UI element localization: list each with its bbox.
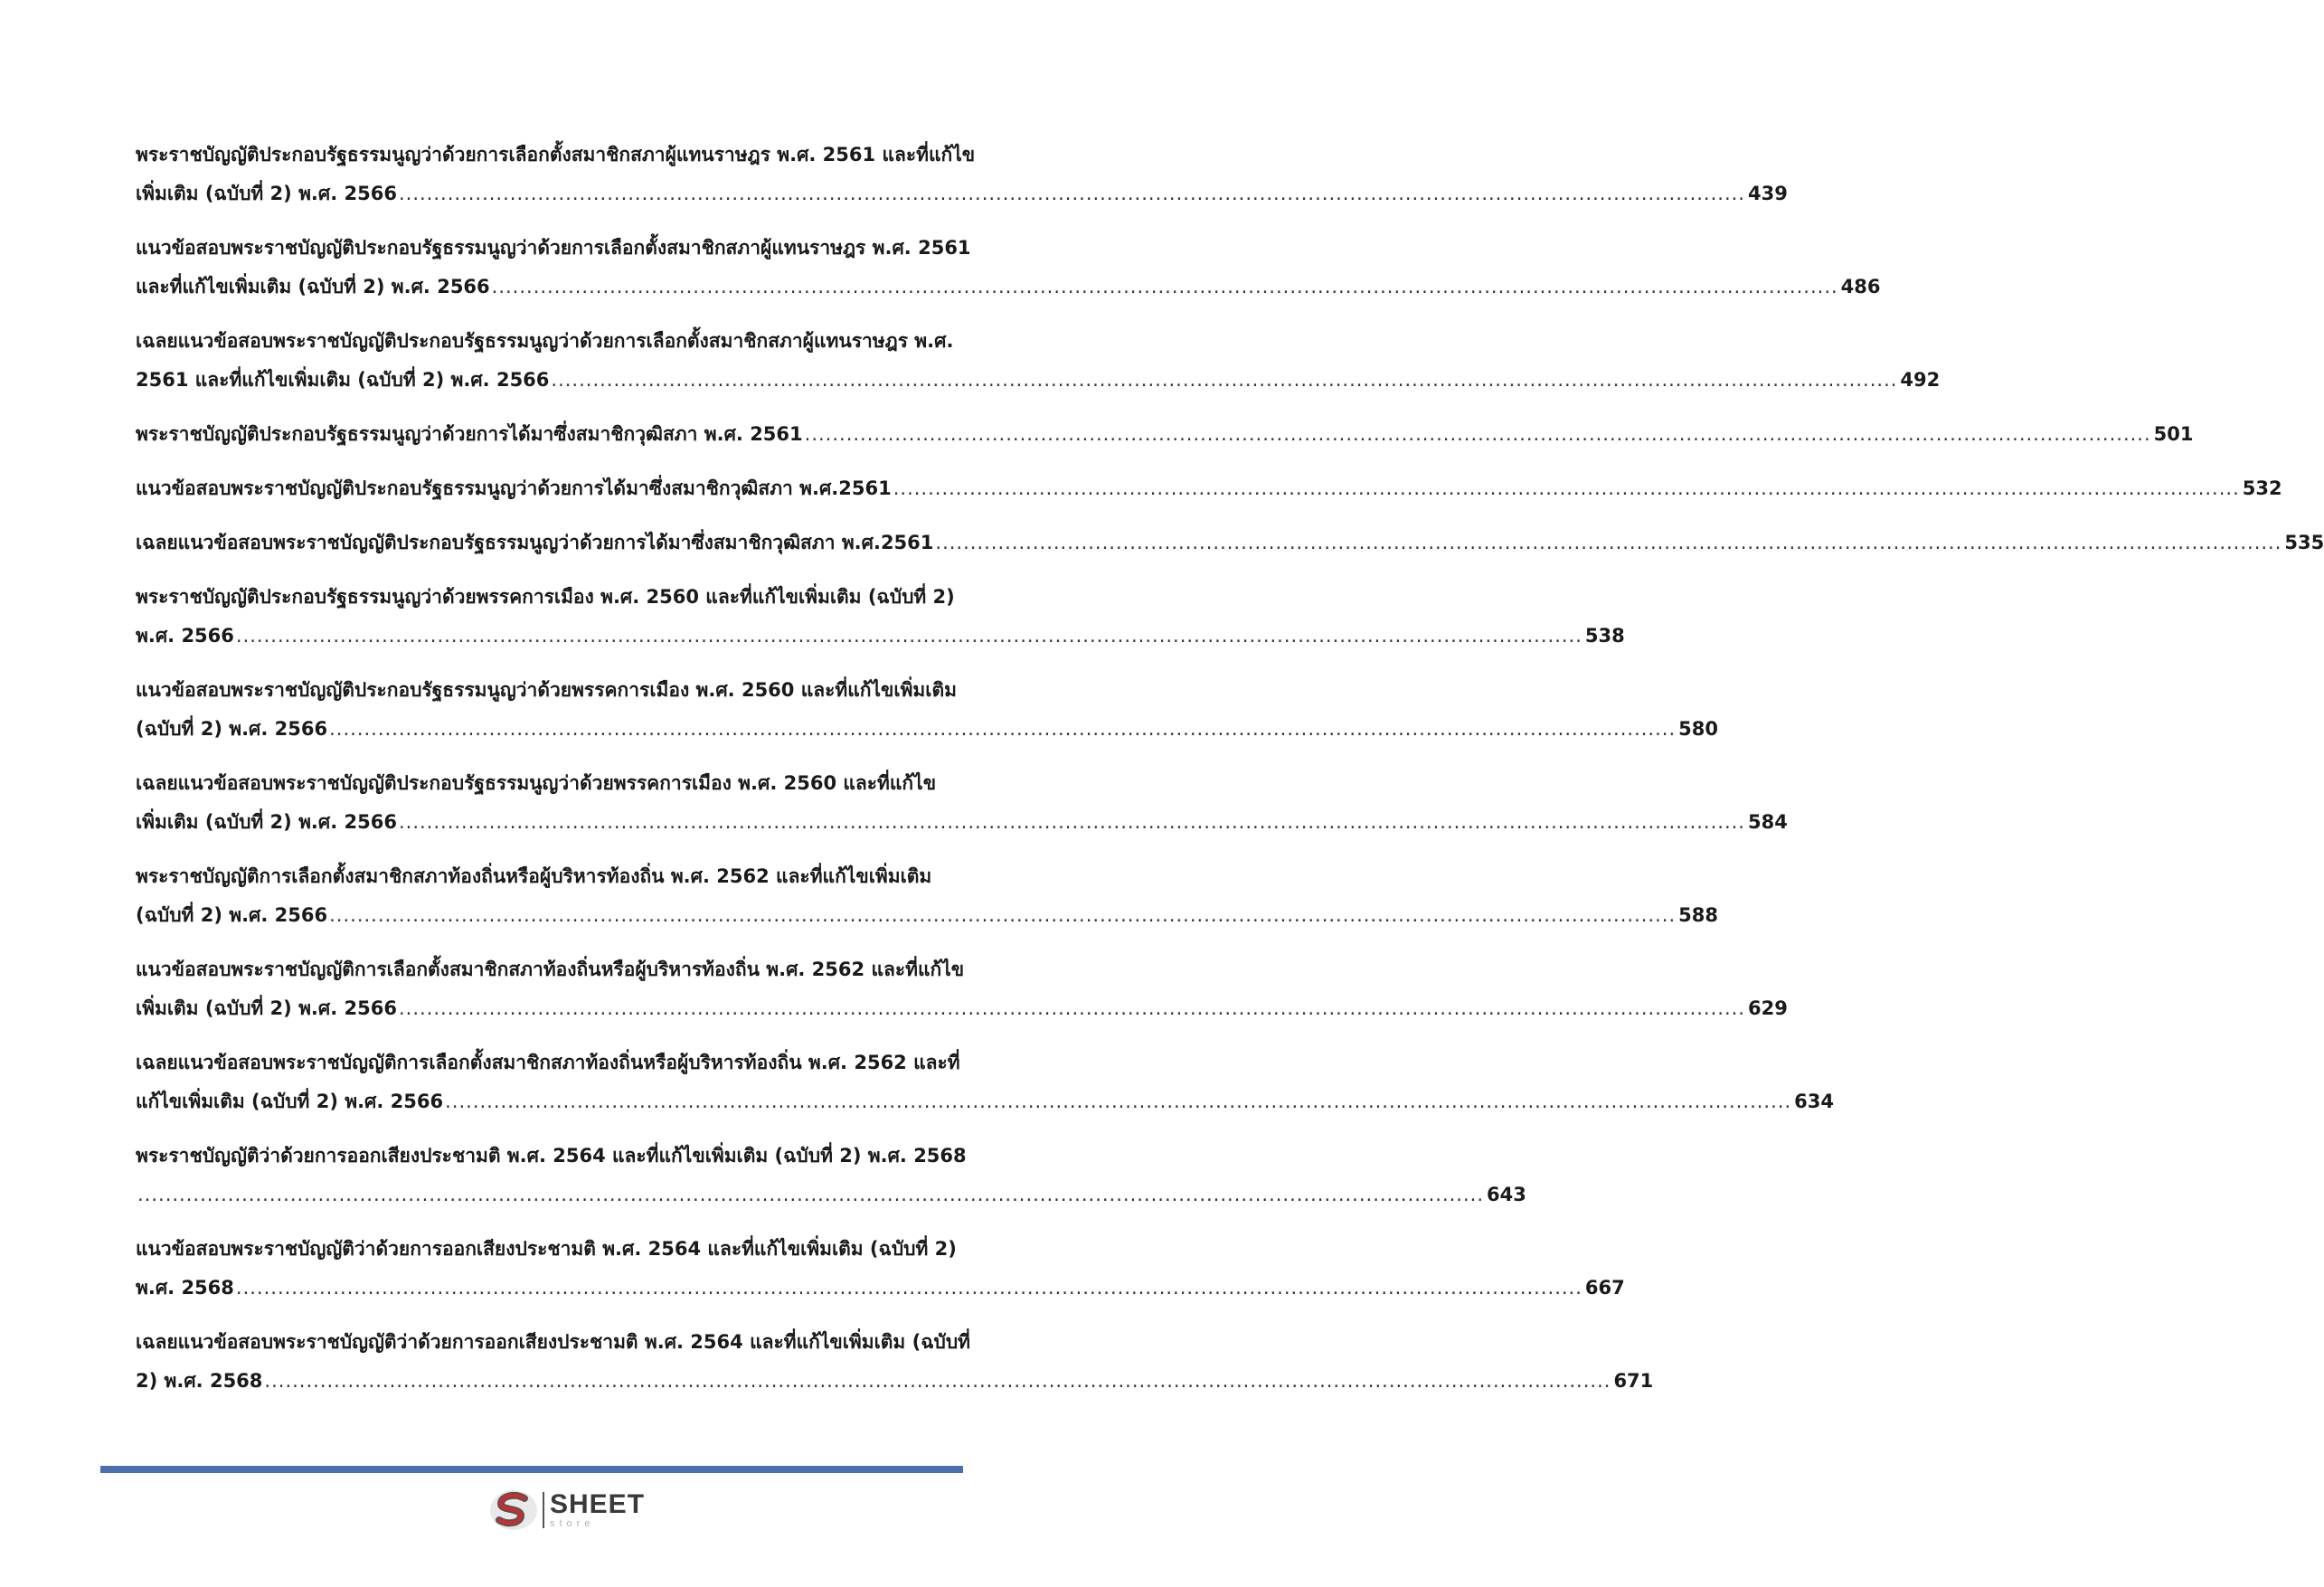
toc-entry[interactable]: [136, 229, 1881, 307]
toc-entry[interactable]: [136, 671, 1718, 749]
dot-leader: ..................................................................................................................................................................................................: [804, 423, 2151, 445]
sheet-store-logo: [488, 1488, 645, 1533]
toc-entry-title: แนวข้อสอบพระราชบัญญัติประกอบรัฐธรรมนูญว่าด้วยการได้มาซึ่งสมาชิกวุฒิสภา พ.ศ.2561: [136, 477, 892, 499]
toc-entry-title: เฉลยแนวข้อสอบพระราชบัญญัติประกอบรัฐธรรมนูญว่าด้วยการเลือกตั้งสมาชิกสภาผู้แทนราษฎร พ.ศ.: [136, 330, 954, 352]
logo-subtitle: store: [550, 1518, 595, 1529]
toc-entry-title: พระราชบัญญัติการเลือกตั้งสมาชิกสภาท้องถิ่นหรือผู้บริหารท้องถิ่น พ.ศ. 2562 และที่แก้ไขเพิ่มเติม: [136, 865, 932, 887]
toc-entry-title-continued: เพิ่มเติม (ฉบับที่ 2) พ.ศ. 2566: [136, 997, 397, 1019]
toc-page-number: 532: [2242, 477, 2282, 499]
toc-entry-title: แนวข้อสอบพระราชบัญญัติการเลือกตั้งสมาชิกสภาท้องถิ่นหรือผู้บริหารท้องถิ่น พ.ศ. 2562 และที่แก้ไข: [136, 959, 965, 980]
toc-entry-title-continued: พ.ศ. 2568: [136, 1277, 234, 1299]
dot-leader: ..................................................................................................................................................................................................: [264, 1370, 1611, 1392]
toc-entry-title: แนวข้อสอบพระราชบัญญัติประกอบรัฐธรรมนูญว่าด้วยพรรคการเมือง พ.ศ. 2560 และที่แก้ไขเพิ่มเติม: [136, 679, 957, 701]
logo-name: SHEET: [550, 1489, 646, 1519]
dot-leader: ..................................................................................................................................................................................................: [893, 477, 2240, 499]
toc-entry[interactable]: [136, 1323, 1654, 1401]
sheet-store-s-logo-icon: [488, 1488, 539, 1533]
toc-entry-title-continued: (ฉบับที่ 2) พ.ศ. 2566: [136, 718, 328, 740]
toc-entry-title: เฉลยแนวข้อสอบพระราชบัญญัติการเลือกตั้งสมาชิกสภาท้องถิ่นหรือผู้บริหารท้องถิ่น พ.ศ. 2562 และที่: [136, 1052, 960, 1073]
toc-entry[interactable]: [136, 857, 1718, 935]
toc-entry-last-line: [136, 268, 1881, 307]
toc-entry-title: พระราชบัญญัติประกอบรัฐธรรมนูญว่าด้วยพรรคการเมือง พ.ศ. 2560 และที่แก้ไขเพิ่มเติม (ฉบับที่ 2): [136, 586, 955, 608]
toc-entry-title-continued: แก้ไขเพิ่มเติม (ฉบับที่ 2) พ.ศ. 2566: [136, 1091, 444, 1112]
toc-entry-last-line: [136, 803, 1788, 842]
toc-entry-title: แนวข้อสอบพระราชบัญญัติว่าด้วยการออกเสียงประชามติ พ.ศ. 2564 และที่แก้ไขเพิ่มเติม (ฉบับที่ 2): [136, 1238, 957, 1260]
toc-entry-last-line: [136, 617, 1625, 656]
logo-wordmark: [550, 1491, 645, 1529]
toc-entry-title: พระราชบัญญัติว่าด้วยการออกเสียงประชามติ พ.ศ. 2564 และที่แก้ไขเพิ่มเติม (ฉบับที่ 2) พ.ศ. 2568: [136, 1145, 967, 1167]
toc-page-number: 538: [1584, 625, 1625, 647]
toc-entry-title-continued: เพิ่มเติม (ฉบับที่ 2) พ.ศ. 2566: [136, 183, 397, 204]
logo-divider: [543, 1492, 544, 1528]
toc-entry-last-line: [136, 524, 2324, 562]
dot-leader: ..................................................................................................................................................................................................: [137, 1184, 1485, 1205]
toc-entry[interactable]: [136, 950, 1788, 1028]
toc-page-number: 439: [1747, 183, 1788, 204]
toc-entry-last-line: [136, 1362, 1654, 1401]
toc-entry[interactable]: [136, 1137, 1526, 1214]
dot-leader: ..................................................................................................................................................................................................: [329, 718, 1677, 740]
toc-entry-title-continued: เพิ่มเติม (ฉบับที่ 2) พ.ศ. 2566: [136, 811, 397, 833]
toc-entry[interactable]: [136, 524, 2324, 562]
toc-entry-title-continued: 2) พ.ศ. 2568: [136, 1370, 263, 1392]
toc-page-number: 588: [1678, 904, 1718, 926]
dot-leader: ..................................................................................................................................................................................................: [235, 1277, 1582, 1299]
toc-entry-title: พระราชบัญญัติประกอบรัฐธรรมนูญว่าด้วยการได้มาซึ่งสมาชิกวุฒิสภา พ.ศ. 2561: [136, 423, 803, 445]
dot-leader: ..................................................................................................................................................................................................: [329, 904, 1677, 926]
toc-page-number: 634: [1794, 1091, 1834, 1112]
footer-divider: [100, 1466, 963, 1473]
toc-page-number: 629: [1747, 997, 1788, 1019]
toc-entry-last-line: [136, 1269, 1625, 1308]
dot-leader: ..................................................................................................................................................................................................: [235, 625, 1582, 647]
toc-entry[interactable]: [136, 136, 1788, 213]
toc-entry[interactable]: [136, 578, 1625, 656]
toc-page-number: 671: [1613, 1370, 1654, 1392]
toc-page-number: 486: [1840, 276, 1881, 298]
toc-entry-title-continued: 2561 และที่แก้ไขเพิ่มเติม (ฉบับที่ 2) พ.ศ. 2566: [136, 369, 550, 391]
dot-leader: ..................................................................................................................................................................................................: [551, 369, 1898, 391]
toc-entry-title: พระราชบัญญัติประกอบรัฐธรรมนูญว่าด้วยการเลือกตั้งสมาชิกสภาผู้แทนราษฎร พ.ศ. 2561 และที่แก้ไข: [136, 144, 976, 165]
toc-entry-last-line: [136, 710, 1718, 749]
toc-entry-title: เฉลยแนวข้อสอบพระราชบัญญัติประกอบรัฐธรรมนูญว่าด้วยพรรคการเมือง พ.ศ. 2560 และที่แก้ไข: [136, 772, 937, 794]
toc-page-number: 667: [1584, 1277, 1625, 1299]
toc-entry-last-line: [136, 896, 1718, 935]
toc-entry-title-continued: และที่แก้ไขเพิ่มเติม (ฉบับที่ 2) พ.ศ. 2566: [136, 276, 490, 298]
dot-leader: ..................................................................................................................................................................................................: [935, 532, 2282, 553]
dot-leader: ..................................................................................................................................................................................................: [398, 183, 1745, 204]
toc-entry-last-line: [136, 1082, 1834, 1121]
dot-leader: ..................................................................................................................................................................................................: [398, 811, 1745, 833]
toc-entry[interactable]: [136, 764, 1788, 842]
table-of-contents: [136, 136, 2324, 1416]
toc-entry-last-line: [136, 175, 1788, 213]
toc-entry-last-line: [136, 989, 1788, 1028]
toc-page-number: 501: [2153, 423, 2194, 445]
toc-page-number: 492: [1900, 369, 1941, 391]
toc-entry-last-line: [136, 469, 2282, 508]
toc-entry-last-line: [136, 1176, 1526, 1214]
dot-leader: ..................................................................................................................................................................................................: [398, 997, 1745, 1019]
toc-entry[interactable]: [136, 415, 2194, 454]
toc-entry-title: แนวข้อสอบพระราชบัญญัติประกอบรัฐธรรมนูญว่าด้วยการเลือกตั้งสมาชิกสภาผู้แทนราษฎร พ.ศ. 2561: [136, 237, 971, 259]
toc-page-number: 584: [1747, 811, 1788, 833]
toc-entry-title-continued: พ.ศ. 2566: [136, 625, 234, 647]
dot-leader: ..................................................................................................................................................................................................: [445, 1091, 1792, 1112]
toc-entry-title: เฉลยแนวข้อสอบพระราชบัญญัติประกอบรัฐธรรมนูญว่าด้วยการได้มาซึ่งสมาชิกวุฒิสภา พ.ศ.2561: [136, 532, 934, 553]
toc-entry-last-line: [136, 415, 2194, 454]
toc-entry[interactable]: [136, 469, 2282, 508]
toc-entry[interactable]: [136, 1230, 1625, 1308]
toc-page-number: 643: [1487, 1184, 1526, 1205]
toc-entry-title-continued: (ฉบับที่ 2) พ.ศ. 2566: [136, 904, 328, 926]
toc-entry[interactable]: [136, 322, 1941, 400]
toc-entry-title: เฉลยแนวข้อสอบพระราชบัญญัติว่าด้วยการออกเสียงประชามติ พ.ศ. 2564 และที่แก้ไขเพิ่มเติม (ฉบับที่: [136, 1331, 970, 1353]
toc-entry[interactable]: [136, 1044, 1834, 1121]
dot-leader: ..................................................................................................................................................................................................: [491, 276, 1838, 298]
toc-entry-last-line: [136, 361, 1941, 400]
toc-page-number: 580: [1678, 718, 1718, 740]
toc-page-number: 535: [2284, 532, 2324, 553]
